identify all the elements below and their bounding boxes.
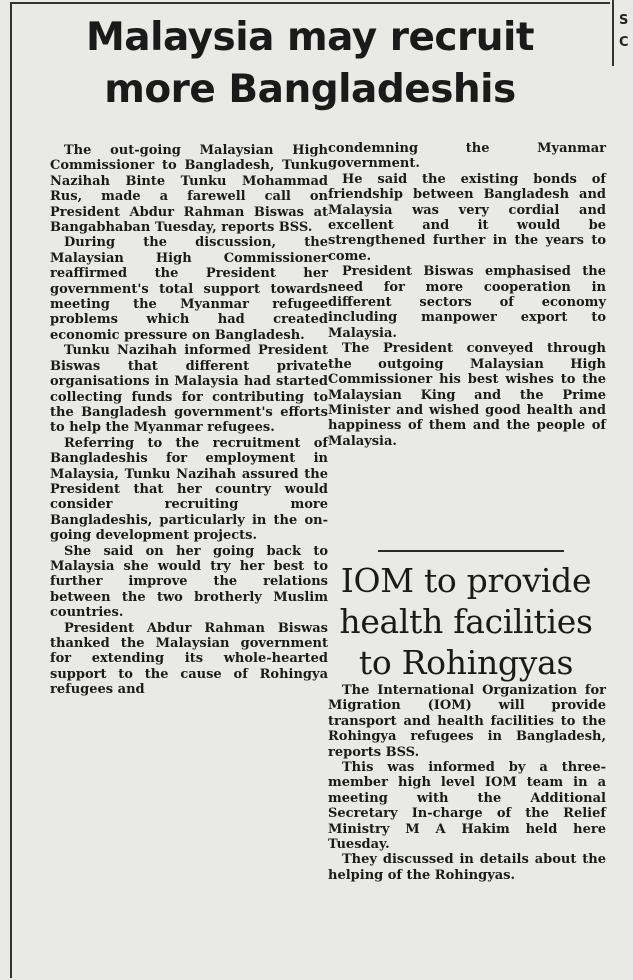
article-left-column	[50, 143, 328, 698]
body-paragraph: He said the existing bonds of friendship between Bangladesh and Malaysia was very cordial and excellent and it would be strengthened further in the years to come.	[328, 171, 606, 264]
body-paragraph: She said on her going back to Malaysia she would try her best to further improve the relations between the two brotherly Muslim countries.	[50, 543, 328, 621]
subhead-line-3: to Rohingyas	[358, 643, 574, 682]
article-right-column	[328, 141, 606, 449]
headline-line-1: Malaysia may recruit	[85, 15, 535, 60]
column-divider	[612, 0, 614, 66]
body-paragraph: The International Organization for Migration (IOM) will provide transport and health facilities to the Rohingya refugees in Bangladesh, reports BSS.	[328, 683, 606, 760]
subhead-line-2: health facilities	[339, 602, 593, 641]
body-paragraph: They discussed in details about the helping of the Rohingyas.	[328, 852, 606, 883]
second-article-body	[328, 683, 606, 883]
section-divider	[378, 550, 564, 552]
body-paragraph: The President conveyed through the outgoing Malaysian High Commissioner his best wishes to the Malaysian King and the Prime Minister and wished good health and happiness of them and the people of Malaysia.	[328, 341, 606, 449]
body-paragraph: The out-going Malaysian High Commissioner to Bangladesh, Tunku Nazihah Binte Tunku Mohammad Rus, made a farewell call on President Abdur Rahman Biswas at Bangabhaban Tuesday, reports BSS.	[50, 143, 328, 236]
adjacent-column-fragment: S C	[619, 13, 629, 50]
body-paragraph: This was informed by a three-member high level IOM team in a meeting with the Additional Secretary In-charge of the Relief Ministry M A Hakim held here Tuesday.	[328, 760, 606, 853]
subhead-line-1: IOM to provide	[340, 561, 592, 600]
headline-line-2: more Bangladeshis	[104, 67, 516, 112]
body-paragraph: President Biswas emphasised the need for more cooperation in different sectors of economy including manpower export to Malaysia.	[328, 264, 606, 341]
body-paragraph: Tunku Nazihah informed President Biswas that different private organisations in Malaysia had started collecting funds for contributing to the Bangladesh government's efforts to help the Myanmar refugees.	[50, 343, 328, 436]
second-article-headline	[328, 560, 604, 683]
body-paragraph: During the discussion, the Malaysian High Commissioner reaffirmed the President her government's total support towards meeting the Myanmar refugee problems which had created economic pressure on Bangladesh.	[50, 235, 328, 343]
body-paragraph: President Abdur Rahman Biswas thanked the Malaysian government for extending its whole-hearted support to the cause of Rohingya refugees and	[50, 620, 328, 698]
body-paragraph: Referring to the recruitment of Bangladeshis for employment in Malaysia, Tunku Nazihah assured the President that her country would consider recruiting more Bangladeshis, particularly in the on-going development projects.	[50, 435, 328, 544]
article-headline	[24, 12, 596, 116]
continued-paragraph: condemning the Myanmar government.	[328, 141, 606, 172]
